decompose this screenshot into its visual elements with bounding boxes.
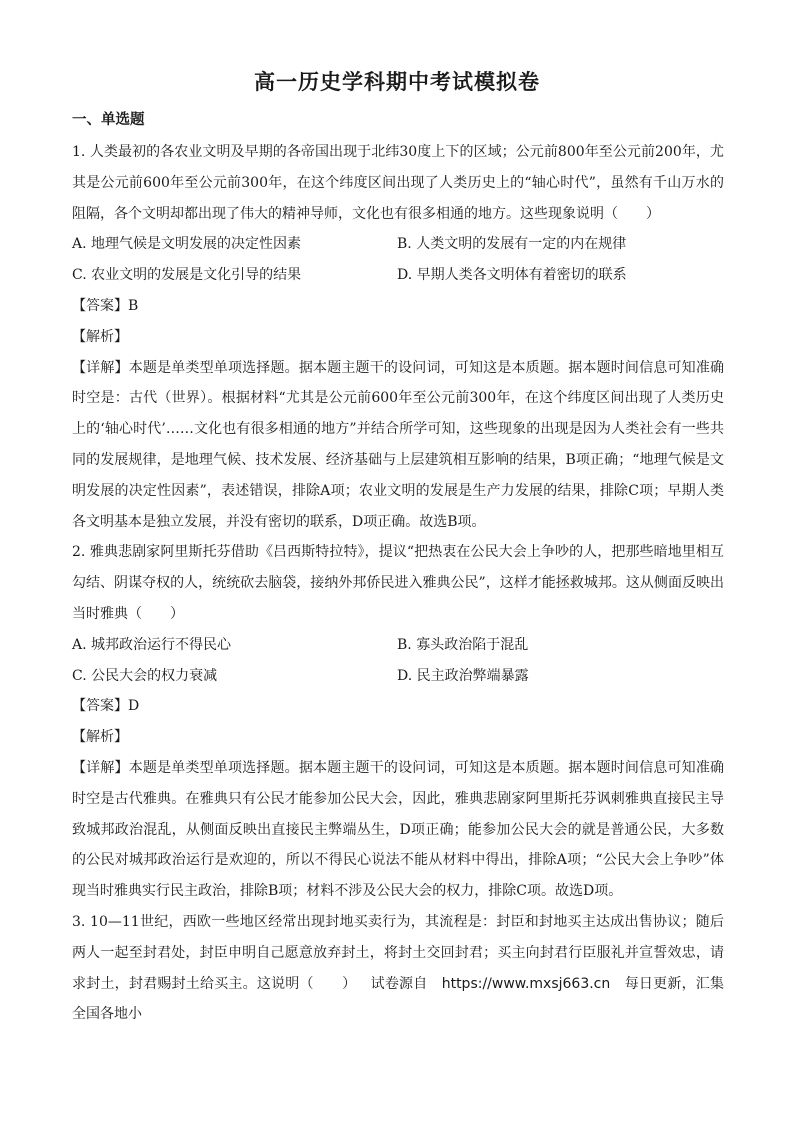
question-3-stem-text: 3. 10—11世纪，西欧一些地区经常出现封地买卖行为，其流程是：封臣和封地买主达成出售协议；随后两人一起至封君处，封臣申明自己愿意放弃封土，将封土交回封君；买主向封君行臣服礼并宣誓效忠，请求封土，封君赐封土给买主。这说明（ ） bbox=[72, 913, 724, 992]
document-content bbox=[72, 137, 724, 1030]
page-title: 高一历史学科期中考试模拟卷 bbox=[254, 70, 540, 94]
question-2-detail: 【详解】本题是单类型单项选择题。据本题主题干的设问词，可知这是本质题。据本题时间信息可知准确时空是古代雅典。在雅典只有公民才能参加公民大会，因此，雅典悲剧家阿里斯托芬讽刺雅典直接民主导致城邦政治混乱，从侧面反映出直接民主弊端丛生，D项正确；能参加公民大会的就是普通公民，大多数的公民对城邦政治运行是欢迎的，所以不得民心说法不能从材料中得出，排除A项；“公民大会上争吵”体现当时雅典实行民主政治，排除B项；材料不涉及公民大会的权力，排除C项。故选D项。 bbox=[72, 759, 724, 900]
question-2-option-b: B. 寡头政治陷于混乱 bbox=[397, 636, 529, 653]
question-1-option-c: C. 农业文明的发展是文化引导的结果 bbox=[72, 267, 302, 284]
question-1-option-a: A. 地理气候是文明发展的决定性因素 bbox=[72, 236, 302, 253]
question-1-options bbox=[72, 229, 724, 291]
question-1-answer: 【答案】B bbox=[72, 297, 139, 314]
question-1-option-b: B. 人类文明的发展有一定的内在规律 bbox=[397, 236, 627, 253]
question-2-option-c: C. 公民大会的权力衰减 bbox=[72, 667, 218, 684]
section-heading: 一、单选题 bbox=[72, 112, 145, 128]
source-note: 试卷源自 https://www.mxsj663.cn 每日更新，汇集全国各地小 bbox=[72, 975, 725, 1023]
question-1-option-d: D. 早期人类各文明体有着密切的联系 bbox=[397, 267, 627, 284]
question-1-detail: 【详解】本题是单类型单项选择题。据本题主题干的设问词，可知这是本质题。据本题时间信息可知准确时空是：古代（世界）。根据材料“尤其是公元前600年至公元前300年，在这个纬度区间出现了人类历史上的‘轴心时代’……文化也有很多相通的地方”并结合所学可知，这些现象的出现是因为人类社会有一些共同的发展规律，是地理气候、技术发展、经济基础与上层建筑相互影响的结果，B项正确；“地理气候是文明发展的决定性因素”，表述错误，排除A项；农业文明的发展是生产力发展的结果，排除C项；早期人类各文明基本是独立发展，并没有密切的联系，D项正确。故选B项。 bbox=[72, 359, 724, 530]
question-2-options bbox=[72, 630, 724, 692]
question-2-analysis-label: 【解析】 bbox=[72, 729, 128, 746]
question-3-stem bbox=[72, 907, 724, 1030]
question-2-stem: 2. 雅典悲剧家阿里斯托芬借助《吕西斯特拉特》，提议“把热衷在公民大会上争吵的人，把那些暗地里相互勾结、阴谋夺权的人，统统砍去脑袋，接纳外邦侨民进入雅典公民”，这样才能拯救城邦。这从侧面反映出当时雅典（ ） bbox=[72, 544, 724, 622]
question-2-answer: 【答案】D bbox=[72, 698, 140, 715]
question-1-stem: 1. 人类最初的各农业文明及早期的各帝国出现于北纬30度上下的区域；公元前800年至公元前200年，尤其是公元前600年至公元前300年，在这个纬度区间出现了人类历史上的“轴心时代”，虽然有千山万水的阻隔，各个文明却都出现了伟大的精神导师，文化也有很多相通的地方。这些现象说明（ ） bbox=[72, 144, 724, 222]
question-1-analysis-label: 【解析】 bbox=[72, 328, 128, 345]
question-2-option-a: A. 城邦政治运行不得民心 bbox=[72, 636, 232, 653]
question-2-option-d: D. 民主政治弊端暴露 bbox=[397, 667, 529, 684]
